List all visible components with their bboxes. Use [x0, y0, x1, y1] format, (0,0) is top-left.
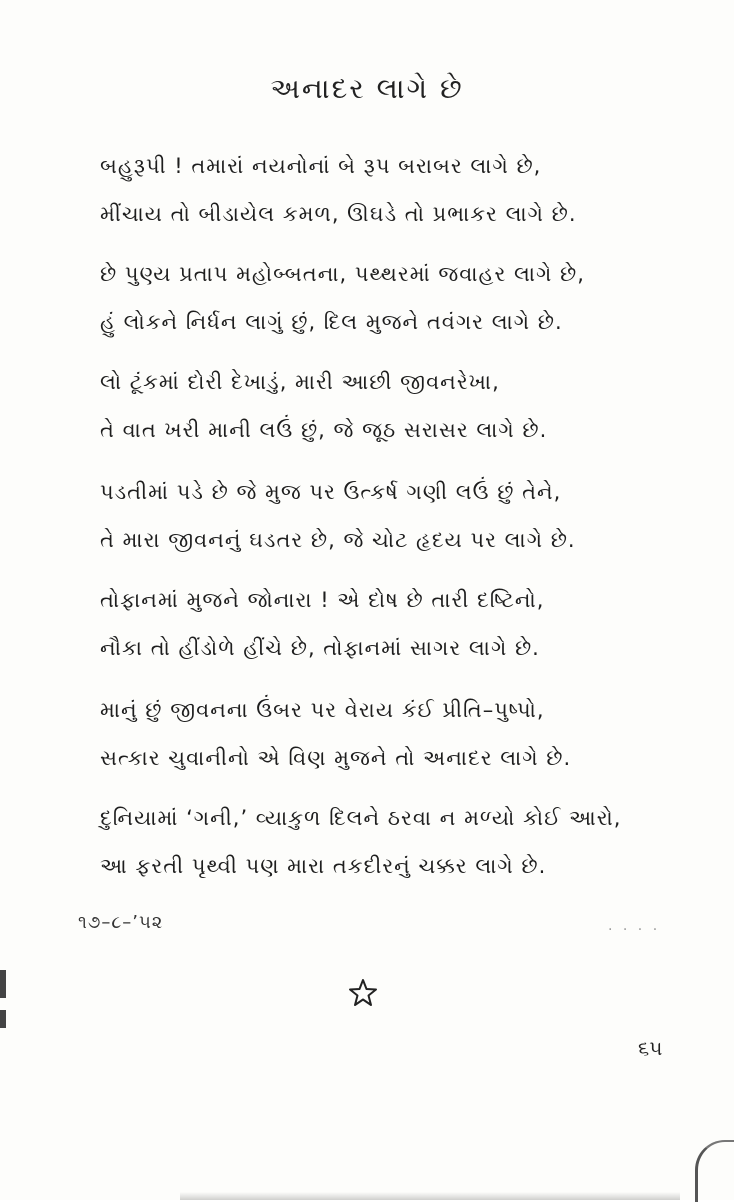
stanza-7 [100, 794, 660, 890]
scan-shadow [180, 1192, 680, 1200]
star-ornament-icon [348, 978, 378, 1008]
poem-line: લો ટૂંકમાં દોરી દેખાડું, મારી આછી જીવનરેખા, [100, 370, 500, 394]
ink-speck: · · · · [608, 922, 661, 938]
poem-line: તે વાત ખરી માની લઉં છું, જે જૂઠ સરાસર લાગે છે. [100, 418, 548, 442]
poem-line: તોફાનમાં મુજને જોનારા ! એ દોષ છે તારી દષ્ટિનો, [100, 588, 545, 612]
stanza-1 [100, 142, 660, 238]
poem-line: દુનિયામાં ‘ગની,’ વ્યાકુળ દિલને ઠરવા ન મળ્યો કોઈ આરો, [100, 806, 622, 830]
poem-line: પડતીમાં પડે છે જે મુજ પર ઉત્કર્ષ ગણી લઉં છું તેને, [100, 480, 562, 504]
page-edge-mark [0, 970, 6, 998]
poem-title: અનાદર લાગે છે [270, 72, 464, 105]
poem-line: છે પુણ્ય પ્રતાપ મહોબ્બતના, પથ્થરમાં જવાહર લાગે છે, [100, 262, 585, 286]
page-curl [695, 1140, 734, 1202]
poem-line: તે મારા જીવનનું ઘડતર છે, જે ચોટ હૃદય પર લાગે છે. [100, 528, 576, 552]
poem-line: માનું છું જીવનના ઉંબર પર વેરાય કંઈ પ્રીતિ–પુષ્પો, [100, 698, 545, 722]
poem-line: નૌકા તો હીંડોળે હીંચે છે, તોફાનમાં સાગર લાગે છે. [100, 636, 540, 660]
poem-line: આ ફરતી પૃથ્વી પણ મારા તકદીરનું ચક્કર લાગે છે. [100, 854, 547, 878]
poem-line: બહુરૂપી ! તમારાં નયનોનાં બે રૂપ બરાબર લાગે છે, [100, 154, 542, 178]
page-edge-mark [0, 1010, 6, 1028]
poem-line: હું લોકને નિર્ધન લાગું છું, દિલ મુજને તવંગર લાગે છે. [100, 310, 563, 334]
stanza-3 [100, 358, 660, 454]
stanza-5 [100, 576, 660, 672]
stanza-4 [100, 468, 660, 564]
poem-line: સત્કાર ચુવાનીનો એ વિણ મુજને તો અનાદર લાગે છે. [100, 746, 572, 770]
poem-line: મીંચાય તો બીડાયેલ કમળ, ઊઘડે તો પ્રભાકર લાગે છે. [100, 202, 577, 226]
poem-date: ૧૭–૮–’૫૨ [78, 912, 164, 933]
stanza-6 [100, 686, 660, 782]
page-number: ૬૫ [638, 1036, 663, 1060]
stanza-2 [100, 250, 660, 346]
